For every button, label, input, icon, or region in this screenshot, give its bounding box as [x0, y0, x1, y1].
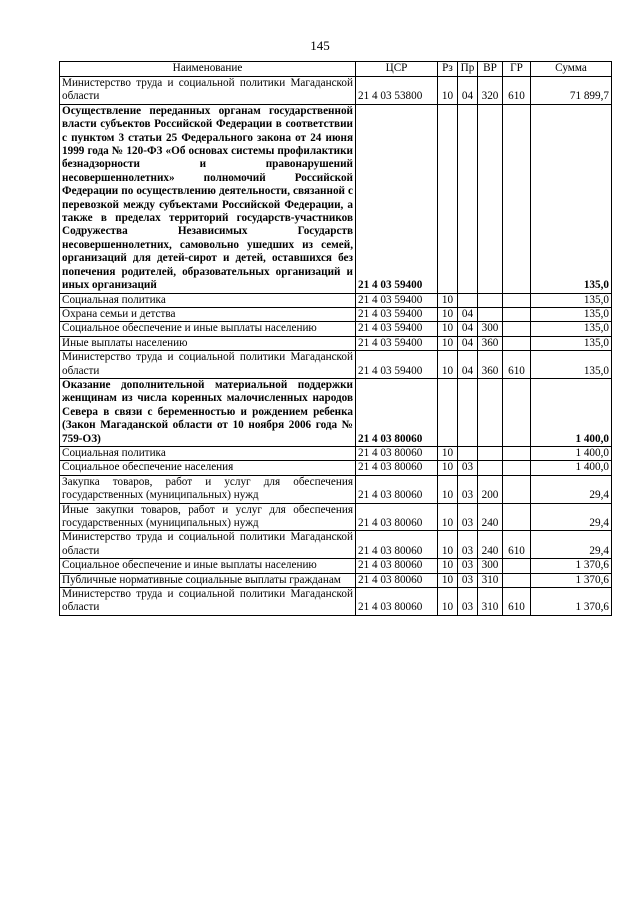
- cell-rz: [438, 378, 458, 446]
- cell-sum: 29,4: [531, 503, 612, 531]
- header-vr: ВР: [478, 62, 503, 77]
- table-row: [60, 475, 612, 503]
- cell-gr: 610: [503, 77, 531, 105]
- cell-name: Министерство труда и социальной политики Магаданской области: [60, 531, 356, 559]
- header-rz: Рз: [438, 62, 458, 77]
- cell-rz: 10: [438, 559, 458, 573]
- cell-csr: 21 4 03 80060: [356, 588, 438, 616]
- cell-pr: 03: [458, 559, 478, 573]
- cell-sum: 1 400,0: [531, 446, 612, 460]
- cell-pr: 04: [458, 307, 478, 321]
- cell-rz: 10: [438, 531, 458, 559]
- cell-sum: 71 899,7: [531, 77, 612, 105]
- cell-vr: [478, 446, 503, 460]
- cell-pr: 03: [458, 503, 478, 531]
- cell-vr: 300: [478, 559, 503, 573]
- cell-gr: [503, 336, 531, 350]
- cell-vr: 300: [478, 322, 503, 336]
- cell-rz: 10: [438, 307, 458, 321]
- cell-pr: [458, 104, 478, 293]
- cell-sum: 1 400,0: [531, 378, 612, 446]
- table-row: [60, 531, 612, 559]
- table-row: [60, 559, 612, 573]
- cell-gr: [503, 503, 531, 531]
- table-row: [60, 446, 612, 460]
- cell-name: Охрана семьи и детства: [60, 307, 356, 321]
- cell-vr: 310: [478, 588, 503, 616]
- cell-name: Закупка товаров, работ и услуг для обеспечения государственных (муниципальных) нужд: [60, 475, 356, 503]
- cell-sum: 135,0: [531, 351, 612, 379]
- cell-name: Иные закупки товаров, работ и услуг для обеспечения государственных (муниципальных) нужд: [60, 503, 356, 531]
- cell-pr: 03: [458, 475, 478, 503]
- cell-pr: 03: [458, 461, 478, 475]
- cell-name: Социальное обеспечение и иные выплаты населению: [60, 322, 356, 336]
- cell-rz: 10: [438, 351, 458, 379]
- table-row: [60, 461, 612, 475]
- cell-name: Социальная политика: [60, 293, 356, 307]
- cell-vr: 360: [478, 336, 503, 350]
- cell-name: Министерство труда и социальной политики Магаданской области: [60, 588, 356, 616]
- cell-csr: 21 4 03 59400: [356, 336, 438, 350]
- cell-csr: 21 4 03 53800: [356, 77, 438, 105]
- cell-rz: 10: [438, 77, 458, 105]
- table-row: [60, 322, 612, 336]
- table-row: [60, 307, 612, 321]
- cell-gr: [503, 322, 531, 336]
- cell-gr: [503, 573, 531, 587]
- cell-rz: 10: [438, 322, 458, 336]
- cell-pr: 03: [458, 588, 478, 616]
- cell-name: Осуществление переданных органам государственной власти субъектов Российской Федерации в соответствии с пунктом 3 статьи 25 Федерального закона от 24 июня 1999 года № 120-ФЗ «Об основах системы профилактики безнадзорности и правонарушений несовершеннолетних» полномочий Российской Федерации по осуществлению деятельности, связанной с перевозкой между субъектами Российской Федерации, а также в пределах территорий государств-участников Содружества Независимых Государств несовершеннолетних, самовольно ушедших из семей, организаций для детей-сирот и детей, оставшихся без попечения родителей, образовательных организаций и иных организаций: [60, 104, 356, 293]
- cell-gr: [503, 475, 531, 503]
- cell-vr: 240: [478, 503, 503, 531]
- table-row: [60, 378, 612, 446]
- cell-sum: 29,4: [531, 531, 612, 559]
- cell-sum: 1 400,0: [531, 461, 612, 475]
- cell-rz: 10: [438, 573, 458, 587]
- cell-rz: 10: [438, 503, 458, 531]
- cell-vr: [478, 104, 503, 293]
- cell-vr: [478, 461, 503, 475]
- cell-rz: 10: [438, 475, 458, 503]
- budget-table: [59, 61, 612, 616]
- cell-gr: 610: [503, 531, 531, 559]
- cell-csr: 21 4 03 80060: [356, 573, 438, 587]
- cell-gr: [503, 446, 531, 460]
- cell-gr: 610: [503, 588, 531, 616]
- cell-vr: 240: [478, 531, 503, 559]
- cell-vr: 320: [478, 77, 503, 105]
- cell-pr: 03: [458, 573, 478, 587]
- cell-csr: 21 4 03 80060: [356, 531, 438, 559]
- table-row: [60, 77, 612, 105]
- cell-gr: [503, 461, 531, 475]
- table-row: [60, 351, 612, 379]
- table-row: [60, 573, 612, 587]
- cell-csr: 21 4 03 80060: [356, 559, 438, 573]
- cell-name: Министерство труда и социальной политики Магаданской области: [60, 77, 356, 105]
- cell-gr: [503, 307, 531, 321]
- table-row: [60, 588, 612, 616]
- cell-vr: 360: [478, 351, 503, 379]
- header-gr: ГР: [503, 62, 531, 77]
- cell-csr: 21 4 03 80060: [356, 446, 438, 460]
- cell-gr: [503, 293, 531, 307]
- cell-name: Социальное обеспечение и иные выплаты населению: [60, 559, 356, 573]
- cell-csr: 21 4 03 80060: [356, 503, 438, 531]
- table-header-row: [60, 62, 612, 77]
- cell-name: Оказание дополнительной материальной поддержки женщинам из числа коренных малочисленных народов Севера в связи с беременностью и рождением ребенка (Закон Магаданской области от 10 ноября 2006 года № 759-ОЗ): [60, 378, 356, 446]
- cell-gr: [503, 378, 531, 446]
- cell-csr: 21 4 03 80060: [356, 475, 438, 503]
- cell-gr: 610: [503, 351, 531, 379]
- cell-pr: [458, 446, 478, 460]
- cell-pr: 04: [458, 77, 478, 105]
- cell-csr: 21 4 03 59400: [356, 104, 438, 293]
- cell-rz: 10: [438, 446, 458, 460]
- cell-vr: [478, 378, 503, 446]
- cell-csr: 21 4 03 59400: [356, 307, 438, 321]
- cell-name: Социальное обеспечение населения: [60, 461, 356, 475]
- cell-rz: 10: [438, 293, 458, 307]
- cell-sum: 1 370,6: [531, 588, 612, 616]
- table-row: [60, 503, 612, 531]
- cell-pr: [458, 293, 478, 307]
- table-row: [60, 336, 612, 350]
- cell-sum: 135,0: [531, 293, 612, 307]
- cell-name: Социальная политика: [60, 446, 356, 460]
- cell-csr: 21 4 03 59400: [356, 351, 438, 379]
- cell-name: Иные выплаты населению: [60, 336, 356, 350]
- cell-vr: 200: [478, 475, 503, 503]
- cell-vr: [478, 293, 503, 307]
- cell-name: Министерство труда и социальной политики Магаданской области: [60, 351, 356, 379]
- header-pr: Пр: [458, 62, 478, 77]
- cell-gr: [503, 104, 531, 293]
- cell-gr: [503, 559, 531, 573]
- cell-pr: 04: [458, 351, 478, 379]
- cell-rz: [438, 104, 458, 293]
- cell-csr: 21 4 03 59400: [356, 293, 438, 307]
- cell-sum: 135,0: [531, 322, 612, 336]
- page-number: 145: [310, 38, 330, 53]
- cell-pr: [458, 378, 478, 446]
- cell-name: Публичные нормативные социальные выплаты гражданам: [60, 573, 356, 587]
- header-sum: Сумма: [531, 62, 612, 77]
- cell-sum: 1 370,6: [531, 573, 612, 587]
- cell-pr: 03: [458, 531, 478, 559]
- cell-sum: 135,0: [531, 336, 612, 350]
- cell-csr: 21 4 03 59400: [356, 322, 438, 336]
- cell-sum: 29,4: [531, 475, 612, 503]
- cell-csr: 21 4 03 80060: [356, 461, 438, 475]
- cell-sum: 1 370,6: [531, 559, 612, 573]
- cell-pr: 04: [458, 336, 478, 350]
- cell-sum: 135,0: [531, 104, 612, 293]
- table-row: [60, 104, 612, 293]
- header-csr: ЦСР: [356, 62, 438, 77]
- cell-sum: 135,0: [531, 307, 612, 321]
- cell-csr: 21 4 03 80060: [356, 378, 438, 446]
- header-name: Наименование: [60, 62, 356, 77]
- cell-rz: 10: [438, 588, 458, 616]
- cell-pr: 04: [458, 322, 478, 336]
- cell-vr: [478, 307, 503, 321]
- table-row: [60, 293, 612, 307]
- cell-rz: 10: [438, 461, 458, 475]
- cell-rz: 10: [438, 336, 458, 350]
- cell-vr: 310: [478, 573, 503, 587]
